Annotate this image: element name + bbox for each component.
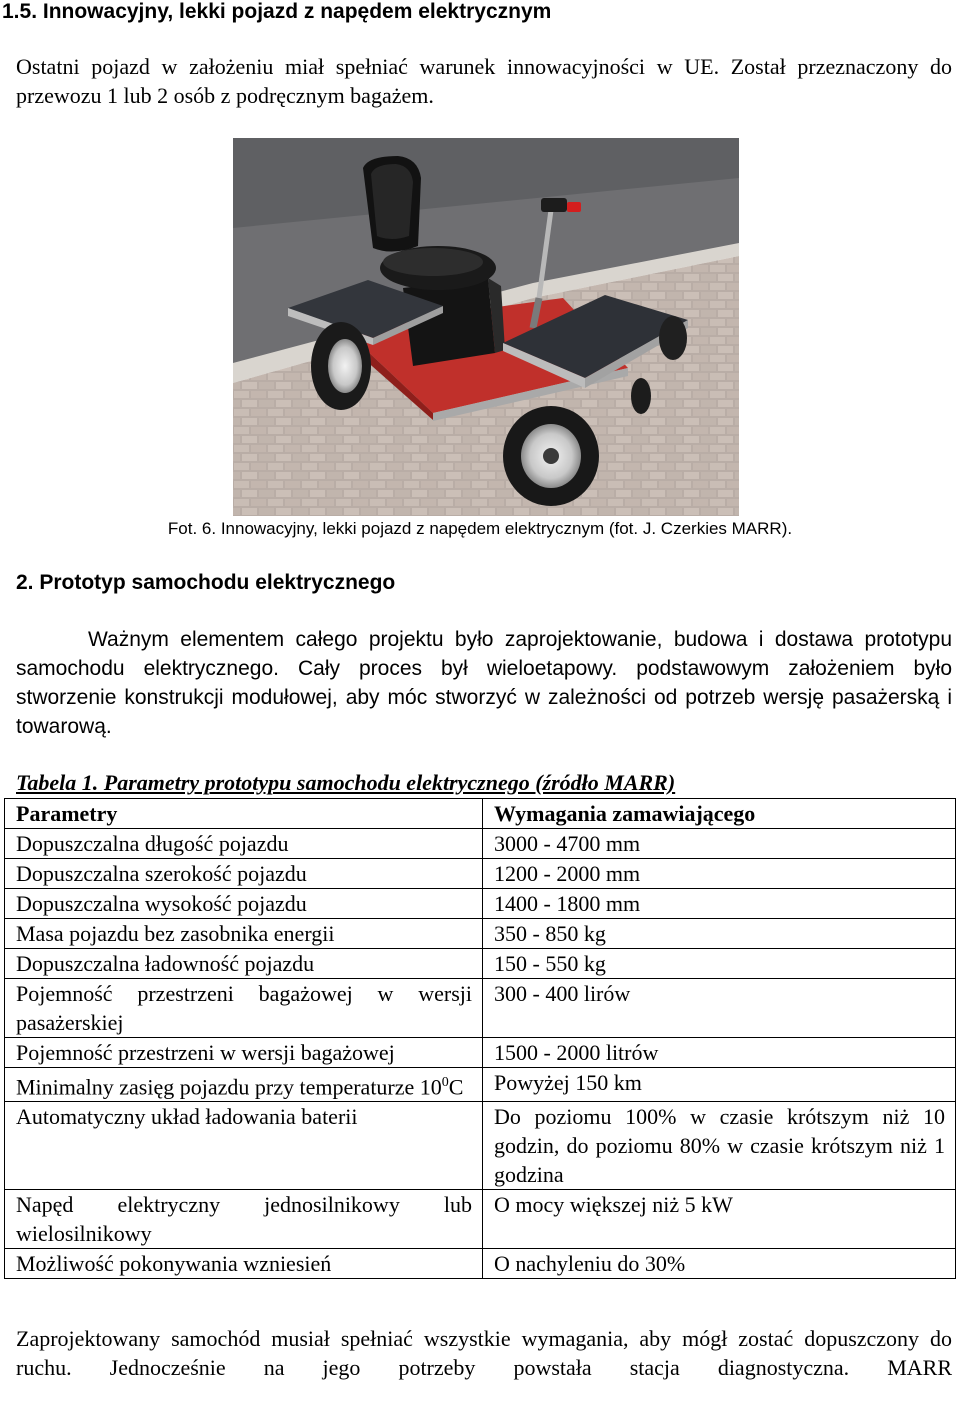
header-parameters: Parametry: [5, 799, 483, 829]
header-requirements: Wymagania zamawiającego: [483, 799, 956, 829]
param-value: 1200 - 2000 mm: [483, 859, 956, 889]
temperature-unit: C: [448, 1074, 464, 1100]
param-name: Możliwość pokonywania wzniesień: [5, 1249, 483, 1279]
vehicle-photo: [233, 138, 739, 516]
param-name-text: Minimalny zasięg pojazdu przy temperaturze 10: [16, 1074, 442, 1100]
table-row: [5, 919, 956, 949]
section-heading: 1.5. Innowacyjny, lekki pojazd z napędem elektrycznym: [2, 0, 552, 23]
degree-superscript: 0: [441, 1075, 449, 1090]
param-name: Pojemność przestrzeni w wersji bagażowej: [5, 1038, 483, 1068]
table-row: [5, 1102, 956, 1190]
figure-caption: Fot. 6. Innowacyjny, lekki pojazd z napędem elektrycznym (fot. J. Czerkies MARR).: [167, 519, 793, 538]
param-value: 350 - 850 kg: [483, 919, 956, 949]
table-row: [5, 889, 956, 919]
param-name: Dopuszczalna szerokość pojazdu: [5, 859, 483, 889]
param-name: Dopuszczalna długość pojazdu: [5, 829, 483, 859]
table-row: [5, 949, 956, 979]
table-header-row: [5, 799, 956, 829]
intro-paragraph: Ostatni pojazd w założeniu miał spełniać warunek innowacyjności w UE. Został przeznaczony do przewozu 1 lub 2 osób z podręcznym bagażem.: [16, 54, 952, 108]
parameters-table: [4, 798, 956, 1279]
param-name: Napęd elektryczny jednosilnikowy lub wielosilnikowy: [5, 1190, 483, 1249]
param-value: 1500 - 2000 litrów: [483, 1038, 956, 1068]
table-title: Tabela 1. Parametry prototypu samochodu elektrycznego (źródło MARR): [16, 770, 676, 795]
param-name: Automatyczny układ ładowania baterii: [5, 1102, 483, 1190]
param-value: 3000 - 4700 mm: [483, 829, 956, 859]
param-name: Masa pojazdu bez zasobnika energii: [5, 919, 483, 949]
table-row: [5, 1068, 956, 1102]
param-value: 300 - 400 lirów: [483, 979, 956, 1038]
param-value: Do poziomu 100% w czasie krótszym niż 10 godzin, do poziomu 80% w czasie krótszym niż 1 godzina: [483, 1102, 956, 1190]
table-row: [5, 979, 956, 1038]
param-name: Dopuszczalna ładowność pojazdu: [5, 949, 483, 979]
param-value: 150 - 550 kg: [483, 949, 956, 979]
param-value: O mocy większej niż 5 kW: [483, 1190, 956, 1249]
param-value: 1400 - 1800 mm: [483, 889, 956, 919]
table-row: [5, 829, 956, 859]
param-name-temperature: [5, 1068, 483, 1102]
param-name: Pojemność przestrzeni bagażowej w wersji pasażerskiej: [5, 979, 483, 1038]
table-row: [5, 859, 956, 889]
chapter-heading: 2. Prototyp samochodu elektrycznego: [16, 571, 396, 594]
table-row: [5, 1249, 956, 1279]
param-value: O nachyleniu do 30%: [483, 1249, 956, 1279]
param-value: Powyżej 150 km: [483, 1068, 956, 1102]
param-name: Dopuszczalna wysokość pojazdu: [5, 889, 483, 919]
table-row: [5, 1038, 956, 1068]
table-row: [5, 1190, 956, 1249]
closing-paragraph: Zaprojektowany samochód musiał spełniać wszystkie wymagania, aby mógł zostać dopuszczony do ruchu. Jednocześnie na jego potrzeby powstała stacja diagnostyczna. MARR: [16, 1326, 952, 1380]
chapter-paragraph: Ważnym elementem całego projektu było zaprojektowanie, budowa i dostawa prototypu samochodu elektrycznego. Cały proces był wieloetapowy. podstawowym założeniem było stworzenie konstrukcji modułowej, aby móc stworzyć w zależności od potrzeb wersję pasażerską i towarową.: [16, 628, 952, 738]
